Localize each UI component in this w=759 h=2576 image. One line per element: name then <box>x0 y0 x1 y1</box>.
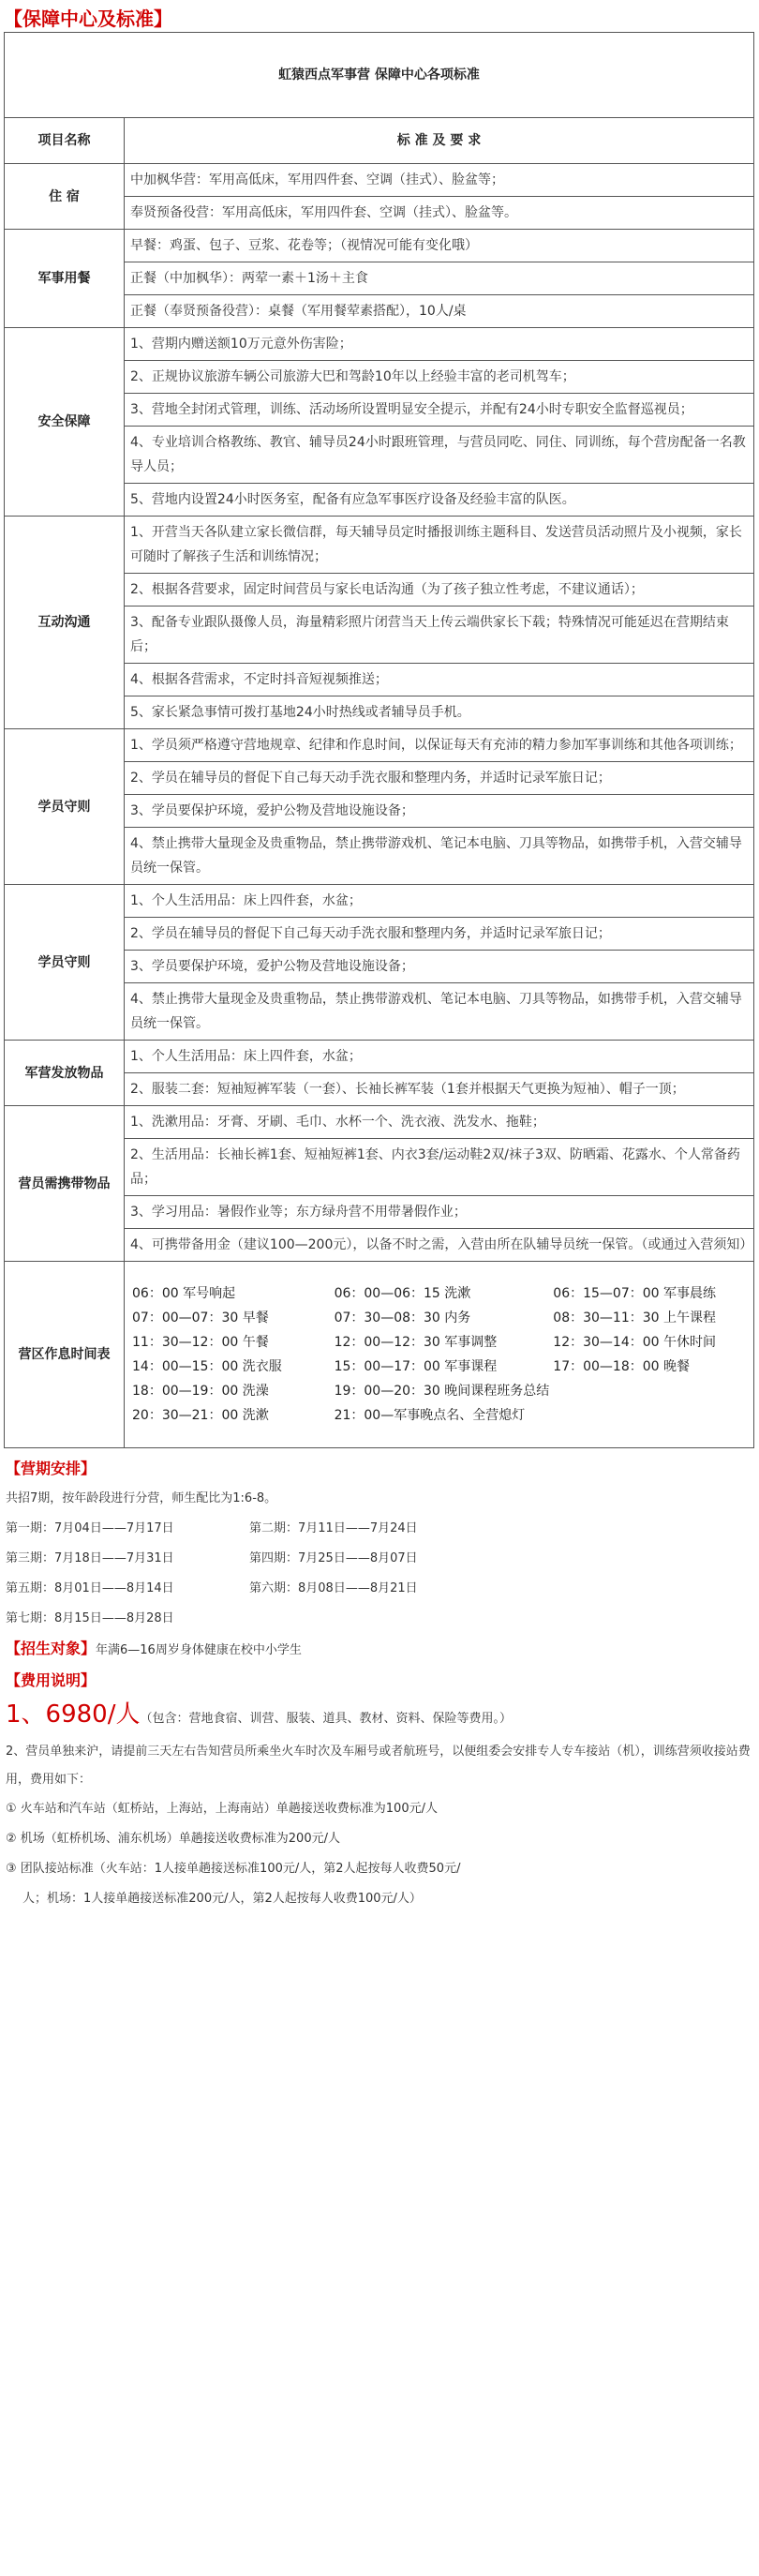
standard-item: 5、营地内设置24小时医务室，配备有应急军事医疗设备及经验丰富的队医。 <box>125 484 754 517</box>
schedule-cell <box>125 1262 754 1448</box>
schedule-entry: 07：00—07：30 早餐 <box>132 1310 269 1325</box>
standard-item: 2、服装二套：短袖短裤军装（一套）、长袖长裤军装（1套并根据天气更换为短袖）、帽子一顶； <box>125 1073 754 1106</box>
period-entry: 第五期：8月01日——8月14日 <box>6 1581 174 1595</box>
header-item: 项目名称 <box>5 118 125 164</box>
schedule-entry: 07：30—08：30 内务 <box>334 1310 471 1325</box>
schedule-entry: 06：00—06：15 洗漱 <box>334 1286 471 1301</box>
schedule-entry: 17：00—18：00 晚餐 <box>553 1359 690 1374</box>
schedule-entry: 11：30—12：00 午餐 <box>132 1335 269 1350</box>
schedule-entry: 06：15—07：00 军事晨练 <box>553 1286 716 1301</box>
standard-item: 3、学员要保护环境，爱护公物及营地设施设备； <box>125 795 754 828</box>
category-cell: 学员守则 <box>5 729 125 885</box>
period-entry: 第四期：7月25日——8月07日 <box>249 1551 418 1565</box>
pickup-option-1: ① 火车站和汽车站（虹桥站，上海站，上海南站）单趟接送收费标准为100元/人 <box>6 1802 438 1816</box>
camp-label: 【营期安排】 <box>6 1460 97 1477</box>
schedule-entry: 15：00—17：00 军事课程 <box>334 1359 498 1374</box>
recruit-text: 年满6—16周岁身体健康在校中小学生 <box>96 1643 302 1657</box>
standard-item: 正餐（中加枫华）：两荤一素＋1汤＋主食 <box>125 262 754 295</box>
standard-item: 3、营地全封闭式管理，训练、活动场所设置明显安全提示，并配有24小时专职安全监督巡视员； <box>125 394 754 427</box>
period-entry: 第三期：7月18日——7月31日 <box>6 1551 174 1565</box>
period-entry: 第六期：8月08日——8月21日 <box>249 1581 418 1595</box>
category-cell: 军事用餐 <box>5 230 125 328</box>
schedule-entry: 12：00—12：30 军事调整 <box>334 1335 498 1350</box>
table-row <box>5 517 754 574</box>
schedule-entry <box>551 1379 748 1403</box>
period-entry: 第一期：7月04日——7月17日 <box>6 1521 174 1535</box>
period-row <box>6 1514 753 1544</box>
table-row <box>5 1041 754 1073</box>
standard-item: 3、学习用品：暑假作业等；东方绿舟营不用带暑假作业； <box>125 1196 754 1229</box>
standard-item: 4、禁止携带大量现金及贵重物品，禁止携带游戏机、笔记本电脑、刀具等物品，如携带手机，入营交辅导员统一保管。 <box>125 828 754 885</box>
camp-intro: 共招7期，按年龄段进行分营，师生配比为1:6-8。 <box>6 1491 277 1505</box>
schedule-entry: 20：30—21：00 洗漱 <box>132 1408 269 1423</box>
schedule-row <box>130 1379 748 1403</box>
period-entry <box>249 1604 493 1634</box>
pickup-option-2: ② 机场（虹桥机场、浦东机场）单趟接送收费标准为200元/人 <box>6 1832 340 1846</box>
period-list <box>6 1514 753 1634</box>
standard-item: 2、学员在辅导员的督促下自己每天动手洗衣服和整理内务，并适时记录军旅日记； <box>125 918 754 951</box>
standard-item: 1、学员须严格遵守营地规章、纪律和作息时间，以保证每天有充沛的精力参加军事训练和其他各项训练； <box>125 729 754 762</box>
table-title: 虹猿西点军事营 保障中心各项标准 <box>5 33 754 118</box>
standard-item: 2、正规协议旅游车辆公司旅游大巴和驾龄10年以上经验丰富的老司机驾车； <box>125 361 754 394</box>
standard-item: 4、专业培训合格教练、教官、辅导员24小时跟班管理，与营员同吃、同住、同训练，每个营房配备一名教导人员； <box>125 427 754 484</box>
section-label: 【保障中心及标准】 <box>4 7 172 30</box>
category-cell: 学员守则 <box>5 885 125 1041</box>
table-row <box>5 230 754 262</box>
standard-item: 3、学员要保护环境，爱护公物及营地设施设备； <box>125 951 754 983</box>
standard-item: 2、根据各营要求，固定时间营员与家长电话沟通（为了孩子独立性考虑，不建议通话）； <box>125 574 754 607</box>
standard-item: 正餐（奉贤预备役营）：桌餐（军用餐荤素搭配），10人/桌 <box>125 295 754 328</box>
recruit-label: 【招生对象】 <box>6 1640 97 1657</box>
category-cell: 住 宿 <box>5 164 125 230</box>
table-row <box>5 328 754 361</box>
schedule-entry <box>551 1403 748 1428</box>
category-cell: 互动沟通 <box>5 517 125 729</box>
standard-item: 5、家长紧急事情可拨打基地24小时热线或者辅导员手机。 <box>125 696 754 729</box>
schedule-table <box>130 1281 748 1428</box>
schedule-row <box>130 1355 748 1379</box>
pickup-option-3: ③ 团队接站标准（火车站：1人接单趟接送标准100元/人，第2人起按每人收费50元/ <box>6 1862 461 1876</box>
fee-label: 【费用说明】 <box>6 1671 97 1689</box>
schedule-entry: 18：00—19：00 洗澡 <box>132 1384 269 1399</box>
standard-item: 奉贤预备役营：军用高低床，军用四件套、空调（挂式）、脸盆等。 <box>125 197 754 230</box>
schedule-category: 营区作息时间表 <box>5 1262 125 1448</box>
table-row <box>5 1106 754 1139</box>
price-prefix: 1、 <box>6 1700 46 1729</box>
category-cell: 安全保障 <box>5 328 125 517</box>
schedule-entry: 19：00—20：30 晚间课程班务总结 <box>334 1384 550 1399</box>
period-row <box>6 1604 753 1634</box>
schedule-entry: 14：00—15：00 洗衣服 <box>132 1359 282 1374</box>
period-row <box>6 1544 753 1574</box>
price-value: 6980/人 <box>45 1700 141 1729</box>
pickup-note: 2、营员单独来沪，请提前三天左右告知营员所乘坐火车时次及车厢号或者航班号，以便组委会安排专人专车接站（机），训练营须收接站费用，费用如下： <box>6 1745 751 1787</box>
standard-item: 2、生活用品：长袖长裤1套、短袖短裤1套、内衣3套/运动鞋2双/袜子3双、防晒霜、花露水、个人常备药品； <box>125 1139 754 1196</box>
standard-item: 1、个人生活用品：床上四件套，水盆； <box>125 1041 754 1073</box>
standard-item: 早餐：鸡蛋、包子、豆浆、花卷等；（视情况可能有变化哦） <box>125 230 754 262</box>
standard-item: 4、禁止携带大量现金及贵重物品，禁止携带游戏机、笔记本电脑、刀具等物品，如携带手机，入营交辅导员统一保管。 <box>125 983 754 1041</box>
standard-item: 1、个人生活用品：床上四件套，水盆； <box>125 885 754 918</box>
schedule-entry: 12：30—14：00 午休时间 <box>553 1335 716 1350</box>
schedule-row <box>130 1330 748 1355</box>
price-note: （包含：营地食宿、训营、服装、道具、教材、资料、保险等费用。） <box>140 1712 512 1726</box>
period-entry: 第七期：8月15日——8月28日 <box>6 1611 174 1625</box>
category-cell: 营员需携带物品 <box>5 1106 125 1262</box>
pickup-option-3-cont: 人；机场：1人接单趟接送标准200元/人，第2人起按每人收费100元/人） <box>22 1892 422 1906</box>
category-cell: 军营发放物品 <box>5 1041 125 1106</box>
table-row <box>5 729 754 762</box>
period-entry: 第二期：7月11日——7月24日 <box>249 1521 418 1535</box>
standard-item: 4、可携带备用金（建议100—200元），以备不时之需，入营由所在队辅导员统一保管。（或通过入营须知） <box>125 1229 754 1262</box>
standard-item: 1、洗漱用品：牙膏、牙刷、毛巾、水杯一个、洗衣液、洗发水、拖鞋； <box>125 1106 754 1139</box>
schedule-entry: 06：00 军号响起 <box>132 1286 236 1301</box>
standard-item: 4、根据各营需求，不定时抖音短视频推送； <box>125 664 754 696</box>
standard-item: 2、学员在辅导员的督促下自己每天动手洗衣服和整理内务，并适时记录军旅日记； <box>125 762 754 795</box>
standard-item: 3、配备专业跟队摄像人员，海量精彩照片闭营当天上传云端供家长下载；特殊情况可能延迟在营期结束后； <box>125 607 754 664</box>
table-row <box>5 885 754 918</box>
schedule-row <box>130 1403 748 1428</box>
standard-item: 1、开营当天各队建立家长微信群，每天辅导员定时播报训练主题科目、发送营员活动照片及小视频，家长可随时了解孩子生活和训练情况； <box>125 517 754 574</box>
table-row <box>5 164 754 197</box>
header-standard: 标 准 及 要 求 <box>125 118 754 164</box>
schedule-entry: 08：30—11：30 上午课程 <box>553 1310 716 1325</box>
standards-table <box>4 32 754 1448</box>
standard-item: 中加枫华营：军用高低床，军用四件套、空调（挂式）、脸盆等； <box>125 164 754 197</box>
period-row <box>6 1574 753 1604</box>
schedule-row <box>130 1281 748 1306</box>
schedule-row <box>130 1306 748 1330</box>
standards-table-wrap <box>4 32 753 1448</box>
schedule-entry: 21：00—军事晚点名、全营熄灯 <box>334 1408 526 1423</box>
info-section <box>6 1454 753 1914</box>
standard-item: 1、营期内赠送额10万元意外伤害险； <box>125 328 754 361</box>
